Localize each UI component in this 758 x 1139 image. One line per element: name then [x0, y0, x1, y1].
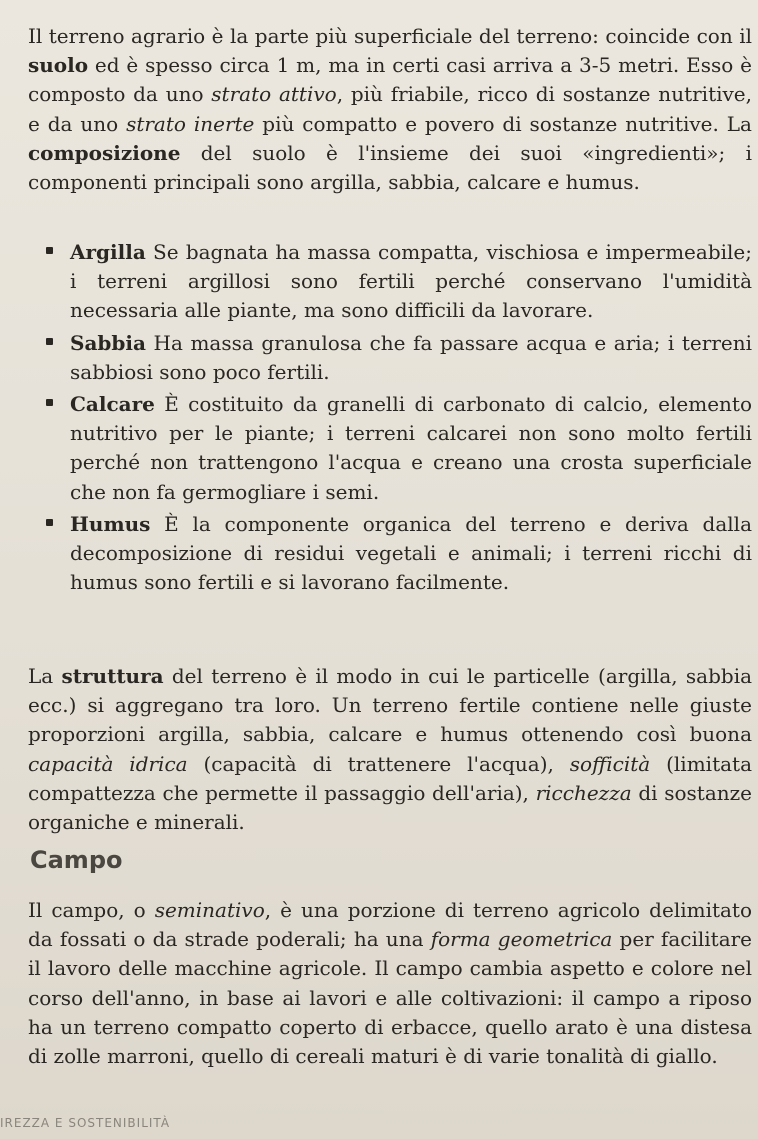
struttura-paragraph [28, 662, 752, 837]
list-item-sabbia: Sabbia Ha massa granulosa che fa passare acqua e aria; i terreni sabbiosi sono poco fertili. [46, 329, 752, 387]
struttura-text: La struttura del terreno è il modo in cui le particelle (argilla, sabbia ecc.) si aggregano tra loro. Un terreno fertile contiene nelle giuste proporzioni argilla, sabbia, calcare e humus ottenendo così buona capacità idrica (capacità di trattenere l'acqua), sofficità (limitata compattezza che permette il passaggio dell'aria), ricchezza di sostanze organiche e minerali. [28, 664, 753, 835]
list-item-calcare: Calcare È costituito da granelli di carbonato di calcio, elemento nutritivo per le piante; i terreni calcarei non sono molto fertili perché non trattengono l'acqua e creano una crosta superficiale che non fa germogliare i semi. [46, 390, 752, 507]
components-list [46, 238, 752, 600]
campo-paragraph [28, 896, 752, 1071]
term-strato-attivo: strato attivo [211, 82, 337, 107]
term-sofficita: sofficità [569, 751, 651, 776]
page-footer: IREZZA E SOSTENIBILITÀ [0, 1116, 171, 1130]
term-capacita-idrica: capacità idrica [28, 751, 188, 776]
term-forma-geometrica: forma geometrica [430, 927, 613, 952]
term-ricchezza: ricchezza [535, 780, 632, 805]
term-seminativo: seminativo [154, 898, 265, 922]
bullet-icon [46, 399, 53, 406]
bullet-icon [46, 338, 53, 345]
bullet-icon [46, 519, 53, 526]
section-heading-campo: Campo [30, 846, 123, 874]
term-suolo: suolo [28, 53, 89, 78]
term-struttura: struttura [61, 664, 164, 688]
term-composizione: composizione [28, 140, 181, 165]
list-item-argilla: Argilla Se bagnata ha massa compatta, vischiosa e impermeabile; i terreni argillosi sono fertili perché conservano l'umidità necessaria alle piante, ma sono difficili da lavorare. [46, 238, 752, 326]
list-item-humus: Humus È la componente organica del terreno e deriva dalla decomposizione di residui vegetali e animali; i terreni ricchi di humus sono fertili e si lavorano facilmente. [46, 510, 752, 598]
bullet-icon [46, 247, 53, 254]
intro-text: Il terreno agrario è la parte più superficiale del terreno: coincide con il suolo ed è spesso circa 1 m, ma in certi casi arriva a 3-5 metri. Esso è composto da uno strato attivo, più friabile, ricco di sostanze nutritive, e da uno strato inerte più compatto e povero di sostanze nutritive. La composizione del suolo è l'insieme dei suoi «ingredienti»; i componenti principali sono argilla, sabbia, calcare e humus. [28, 24, 752, 195]
campo-text: Il campo, o seminativo, è una porzione di terreno agricolo delimitato da fossati o da strade poderali; ha una forma geometrica per facilitare il lavoro delle macchine agricole. Il campo cambia aspetto e colore nel corso dell'anno, in base ai lavori e alle coltivazioni: il campo a riposo ha un terreno compatto coperto di erbacce, quello arato è una distesa di zolle marroni, quello di cereali maturi è di varie tonalità di giallo. [28, 898, 753, 1069]
intro-paragraph [28, 22, 752, 197]
term-strato-inerte: strato inerte [126, 111, 255, 136]
